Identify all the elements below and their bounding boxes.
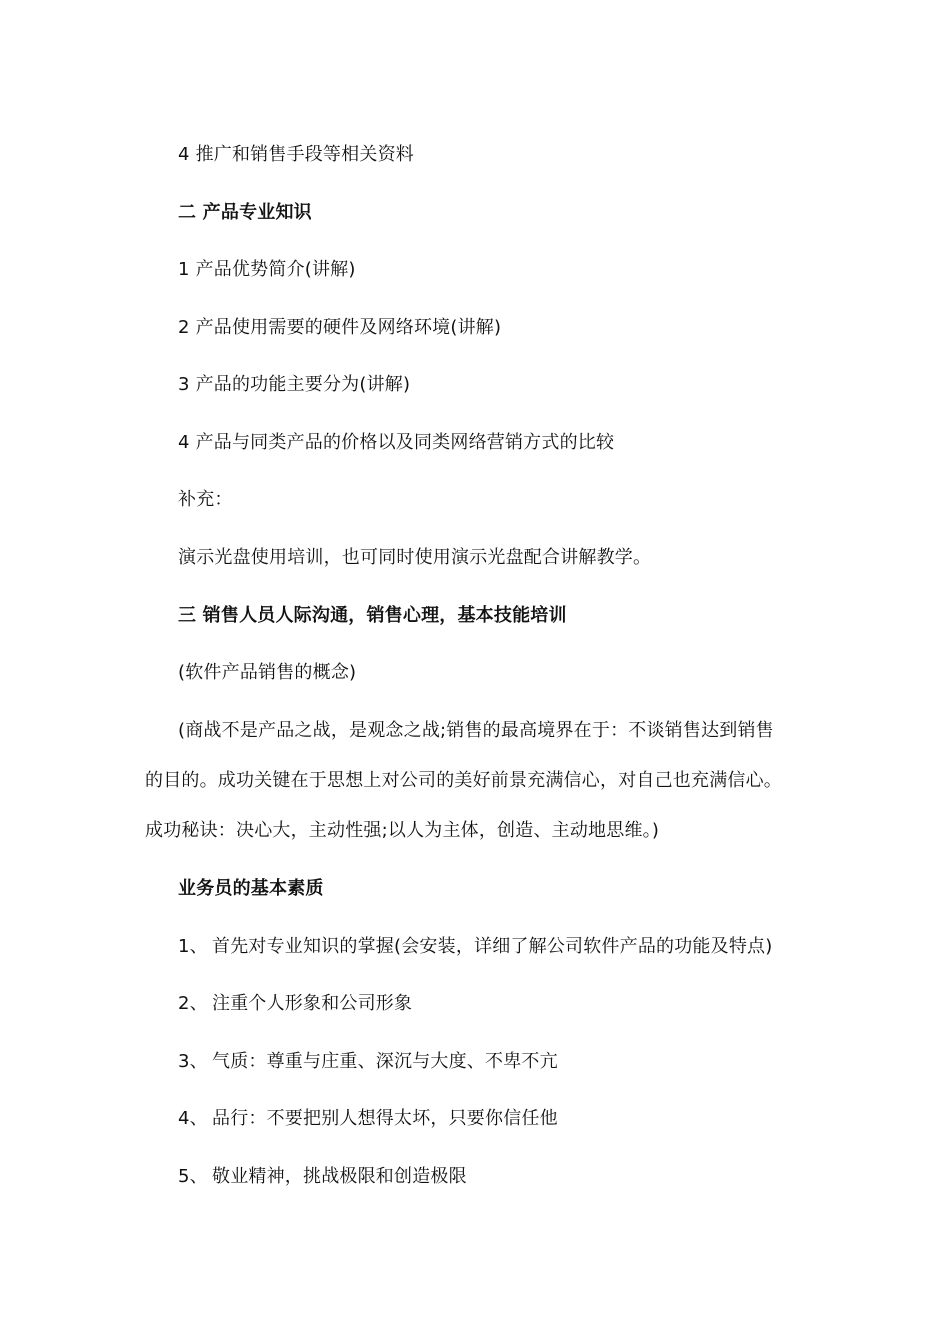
sales-concept-label: (软件产品销售的概念)	[178, 662, 357, 683]
list-number: 4、	[178, 1108, 208, 1129]
list-item	[178, 992, 412, 1016]
list-text: 品行：不要把别人想得太坏，只要你信任他	[212, 1108, 558, 1129]
list-text: 敬业精神，挑战极限和创造极限	[212, 1166, 467, 1187]
supplement-text: 演示光盘使用培训，也可同时使用演示光盘配合讲解教学。	[178, 547, 652, 568]
subheading-basic-qualities: 业务员的基本素质	[178, 878, 324, 899]
list-text: 首先对专业知识的掌握(会安装，详细了解公司软件产品的功能及特点)	[212, 936, 773, 957]
item-promotion-materials: 4 推广和销售手段等相关资料	[178, 144, 414, 165]
paragraph-line-1: (商战不是产品之战，是观念之战;销售的最高境界在于：不谈销售达到销售	[178, 720, 774, 741]
item-hardware-network: 2 产品使用需要的硬件及网络环境(讲解)	[178, 317, 502, 338]
list-text: 注重个人形象和公司形象	[212, 993, 413, 1014]
list-number: 5、	[178, 1166, 208, 1187]
list-number: 2、	[178, 993, 208, 1014]
section-heading-sales-skills: 三 销售人员人际沟通，销售心理，基本技能培训	[178, 605, 567, 626]
paragraph-line-2: 的目的。成功关键在于思想上对公司的美好前景充满信心，对自己也充满信心。	[145, 770, 782, 791]
item-product-functions: 3 产品的功能主要分为(讲解)	[178, 374, 411, 395]
section-heading-product-knowledge: 二 产品专业知识	[178, 202, 312, 223]
paragraph-line-3: 成功秘诀：决心大，主动性强;以人为主体，创造、主动地思维。)	[145, 820, 660, 841]
list-number: 3、	[178, 1051, 208, 1072]
supplement-label: 补充：	[178, 489, 233, 510]
list-text: 气质：尊重与庄重、深沉与大度、不卑不亢	[212, 1051, 558, 1072]
list-item	[178, 935, 772, 959]
item-price-comparison: 4 产品与同类产品的价格以及同类网络营销方式的比较	[178, 432, 615, 453]
list-number: 1、	[178, 936, 208, 957]
list-item	[178, 1107, 558, 1131]
item-product-advantages: 1 产品优势简介(讲解)	[178, 259, 356, 280]
list-item	[178, 1050, 558, 1074]
list-item	[178, 1165, 467, 1189]
